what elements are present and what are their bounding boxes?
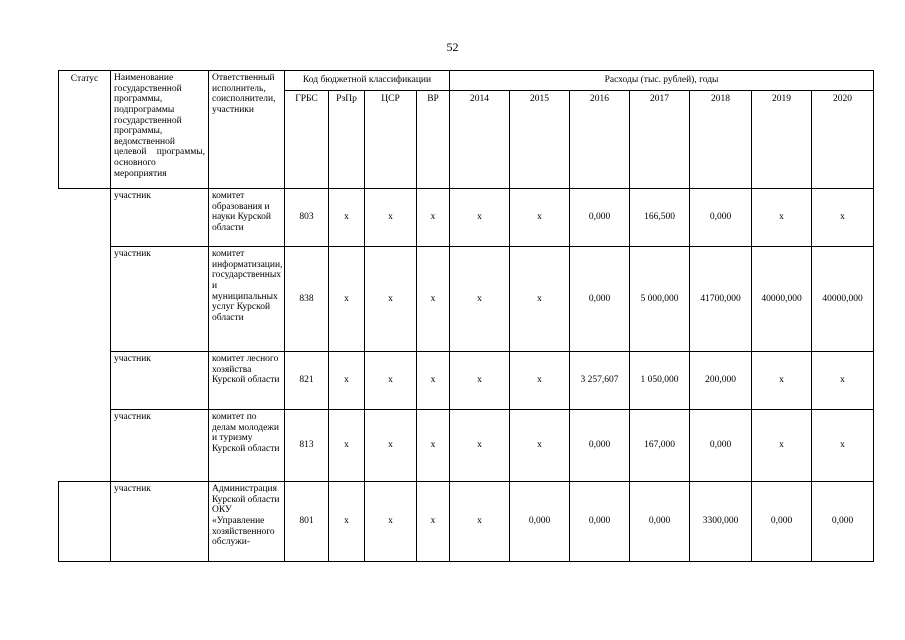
header-year-2018: 2018 [690,91,752,189]
header-status: Статус [59,71,111,189]
code-cell: х [365,247,417,352]
header-year-2015: 2015 [510,91,570,189]
status-cell [59,189,111,247]
code-cell: х [417,247,450,352]
value-cell: х [812,352,874,410]
value-cell: х [450,482,510,562]
code-cell: х [365,352,417,410]
role-cell: участник [111,482,209,562]
value-cell: 0,000 [690,189,752,247]
code-cell: х [329,247,365,352]
value-cell: 0,000 [570,189,630,247]
role-cell: участник [111,189,209,247]
header-code-csr: ЦСР [365,91,417,189]
value-cell: 3 257,607 [570,352,630,410]
value-cell: 0,000 [630,482,690,562]
role-cell: участник [111,247,209,352]
budget-table [58,70,874,562]
value-cell: 200,000 [690,352,752,410]
header-program-name: Наименование государственной программы, подпрограммы государственной программы, ведомственной целевой программы, основного мероприятия [111,71,209,189]
page-number: 52 [446,40,459,54]
executor-cell: Администрация Курской области ОКУ «Управление хозяйственного обслужи- [209,482,285,562]
status-cell [59,247,111,352]
role-cell: участник [111,410,209,482]
value-cell: 167,000 [630,410,690,482]
value-cell: х [510,189,570,247]
grbs-cell: 801 [285,482,329,562]
code-cell: х [417,189,450,247]
value-cell: х [450,352,510,410]
code-cell: х [365,410,417,482]
value-cell: 0,000 [510,482,570,562]
value-cell: 0,000 [752,482,812,562]
executor-cell: комитет по делам молодежи и туризму Курской области [209,410,285,482]
value-cell: 1 050,000 [630,352,690,410]
status-cell [59,352,111,410]
grbs-cell: 803 [285,189,329,247]
executor-cell: комитет лесного хозяйства Курской области [209,352,285,410]
code-cell: х [329,189,365,247]
header-year-2017: 2017 [630,91,690,189]
value-cell: 166,500 [630,189,690,247]
value-cell: х [450,410,510,482]
value-cell: х [510,352,570,410]
header-code-vr: ВР [417,91,450,189]
value-cell: х [812,410,874,482]
value-cell: 0,000 [570,247,630,352]
value-cell: 40000,000 [812,247,874,352]
code-cell: х [417,352,450,410]
table-row [59,482,874,562]
executor-cell: комитет информатизации, государственных и муниципальных услуг Курской области [209,247,285,352]
value-cell: 41700,000 [690,247,752,352]
value-cell: 3300,000 [690,482,752,562]
code-cell: х [329,352,365,410]
value-cell: 0,000 [570,410,630,482]
code-cell: х [365,482,417,562]
code-cell: х [417,410,450,482]
value-cell: 0,000 [812,482,874,562]
header-year-2014: 2014 [450,91,510,189]
value-cell: х [450,247,510,352]
code-cell: х [329,410,365,482]
table-row [59,410,874,482]
table-row [59,352,874,410]
value-cell: х [450,189,510,247]
value-cell: 5 000,000 [630,247,690,352]
header-expenses: Расходы (тыс. рублей), годы [450,71,874,91]
value-cell: х [752,410,812,482]
header-year-2016: 2016 [570,91,630,189]
header-budget-code: Код бюджетной классификации [285,71,450,91]
value-cell: 0,000 [570,482,630,562]
table-row [59,247,874,352]
header-executor: Ответственный исполнитель, соисполнители, участники [209,71,285,189]
table-row [59,189,874,247]
header-code-grbs: ГРБС [285,91,329,189]
code-cell: х [329,482,365,562]
value-cell: 40000,000 [752,247,812,352]
status-cell [59,410,111,482]
header-year-2020: 2020 [812,91,874,189]
value-cell: х [510,247,570,352]
value-cell: 0,000 [690,410,752,482]
grbs-cell: 821 [285,352,329,410]
value-cell: х [510,410,570,482]
header-year-2019: 2019 [752,91,812,189]
value-cell: х [752,189,812,247]
grbs-cell: 813 [285,410,329,482]
value-cell: х [752,352,812,410]
status-cell [59,482,111,562]
executor-cell: комитет образования и науки Курской области [209,189,285,247]
role-cell: участник [111,352,209,410]
grbs-cell: 838 [285,247,329,352]
code-cell: х [365,189,417,247]
code-cell: х [417,482,450,562]
value-cell: х [812,189,874,247]
header-code-rzpr: РзПр [329,91,365,189]
